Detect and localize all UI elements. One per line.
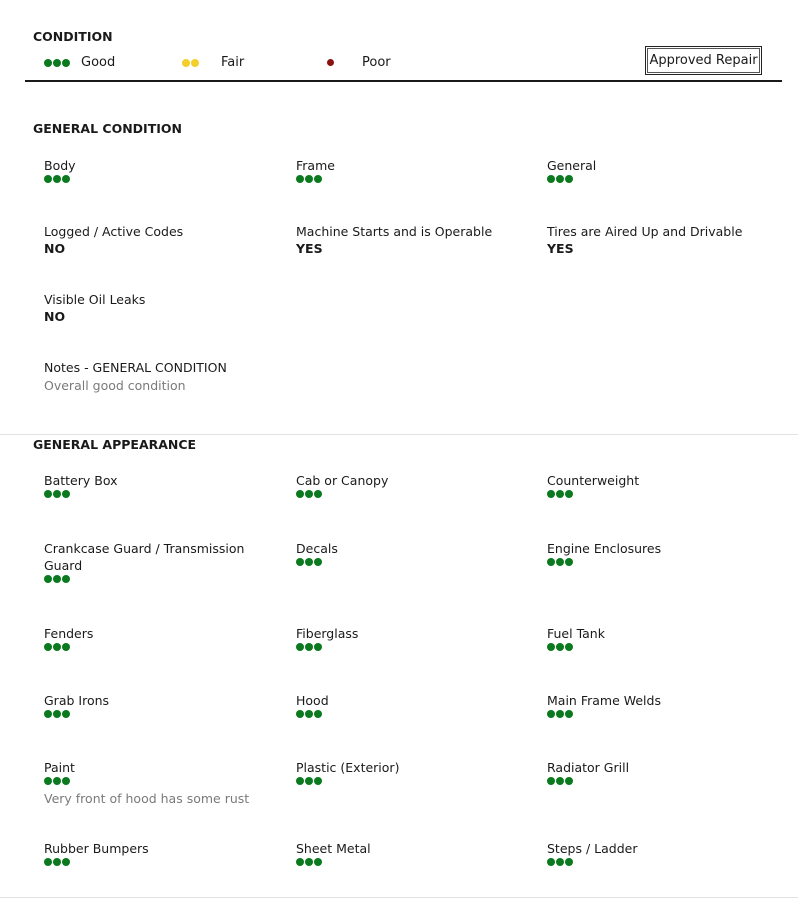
item-label: Counterweight [547,473,640,488]
appearance-item-grab-irons [44,692,264,720]
appearance-item-battery-box [44,472,264,500]
section-divider [0,434,798,435]
good-rating-icon [296,777,516,787]
item-label: Frame [296,158,335,173]
legend-poor-label: Poor [362,55,391,70]
poor-rating-icon [327,59,335,66]
good-rating-icon [547,175,767,185]
appearance-item-crankcase-guard [44,540,264,585]
legend-fair [182,55,244,70]
item-label: Steps / Ladder [547,841,638,856]
appearance-item-plastic-exterior [296,759,516,787]
appearance-item-sheet-metal [296,840,516,868]
item-value: NO [44,241,66,256]
good-rating-icon [44,175,264,185]
good-rating-icon [547,643,767,653]
item-label: Engine Enclosures [547,541,662,556]
good-rating-icon [296,175,516,185]
item-label: Paint [44,760,75,775]
notes-label: Notes - GENERAL CONDITION [44,360,227,375]
condition-item-logged-codes [44,223,264,257]
condition-item-frame [296,157,516,185]
good-rating-icon [547,558,767,568]
general-condition-title: GENERAL CONDITION [33,121,182,136]
item-label: Decals [296,541,338,556]
good-rating-icon [44,643,264,653]
item-label: Crankcase Guard / Transmission Guard [44,541,245,573]
fair-rating-icon [182,59,200,67]
appearance-item-radiator-grill [547,759,767,787]
item-label: Fuel Tank [547,626,605,641]
condition-item-body [44,157,264,185]
appearance-item-main-frame-welds [547,692,767,720]
header-divider [25,80,782,82]
item-label: General [547,158,597,173]
item-label: Hood [296,693,329,708]
item-label: Plastic (Exterior) [296,760,400,775]
item-label: Battery Box [44,473,118,488]
good-rating-icon [44,490,264,500]
notes-value: Overall good condition [44,378,186,393]
good-rating-icon [547,490,767,500]
appearance-item-fiberglass [296,625,516,653]
item-label: Cab or Canopy [296,473,389,488]
good-rating-icon [44,59,71,67]
good-rating-icon [296,643,516,653]
item-label: Tires are Aired Up and Drivable [547,224,743,239]
appearance-item-rubber-bumpers [44,840,264,868]
item-note: Very front of hood has some rust [44,791,250,806]
approved-repair-button[interactable]: Approved Repair [645,46,762,75]
legend-fair-label: Fair [221,55,245,70]
appearance-item-fenders [44,625,264,653]
appearance-item-cab-canopy [296,472,516,500]
item-label: Logged / Active Codes [44,224,184,239]
item-value: NO [44,309,66,324]
good-rating-icon [547,710,767,720]
item-label: Sheet Metal [296,841,371,856]
item-label: Visible Oil Leaks [44,292,146,307]
good-rating-icon [296,858,516,868]
good-rating-icon [44,858,264,868]
appearance-item-decals [296,540,516,568]
condition-item-oil-leaks [44,291,264,325]
appearance-item-counterweight [547,472,767,500]
good-rating-icon [44,777,284,787]
appearance-item-steps-ladder [547,840,767,868]
good-rating-icon [44,575,264,585]
good-rating-icon [296,558,516,568]
appearance-item-paint [44,759,284,807]
condition-item-tires [547,223,767,257]
item-label: Fenders [44,626,94,641]
section-divider [0,897,798,898]
good-rating-icon [296,490,516,500]
legend-good [44,55,115,70]
general-condition-notes [44,359,444,395]
good-rating-icon [44,710,264,720]
item-value: YES [547,241,574,256]
general-appearance-title: GENERAL APPEARANCE [33,437,197,452]
item-label: Body [44,158,76,173]
condition-item-machine-starts [296,223,516,257]
item-label: Fiberglass [296,626,359,641]
item-label: Main Frame Welds [547,693,661,708]
legend-poor [327,55,391,70]
good-rating-icon [296,710,516,720]
item-value: YES [296,241,323,256]
appearance-item-fuel-tank [547,625,767,653]
legend-good-label: Good [81,55,116,70]
condition-item-general [547,157,767,185]
item-label: Grab Irons [44,693,110,708]
appearance-item-engine-enclosures [547,540,767,568]
item-label: Rubber Bumpers [44,841,149,856]
good-rating-icon [547,777,767,787]
condition-legend-title: CONDITION [33,29,113,44]
good-rating-icon [547,858,767,868]
item-label: Radiator Grill [547,760,630,775]
item-label: Machine Starts and is Operable [296,224,493,239]
appearance-item-hood [296,692,516,720]
